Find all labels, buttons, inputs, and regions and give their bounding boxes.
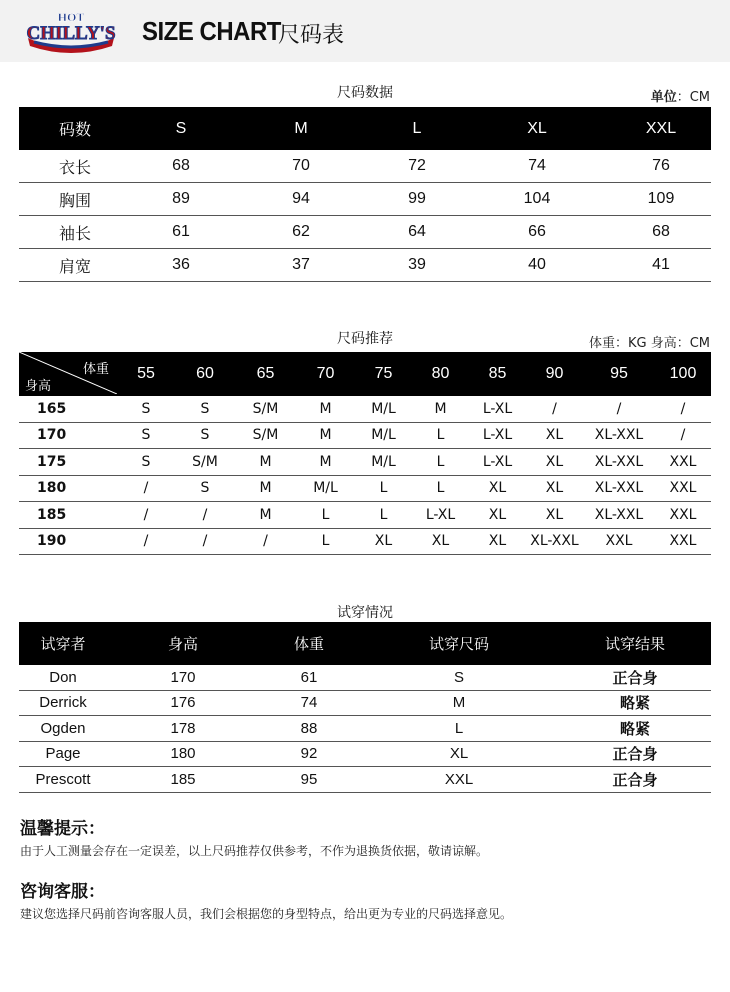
size-recommend-table xyxy=(19,352,711,555)
table-cell: 61 xyxy=(259,665,359,690)
table-cell: XL-XXL xyxy=(583,422,655,449)
table-cell: 衣长 xyxy=(19,150,131,183)
table-cell: 袖长 xyxy=(19,216,131,249)
table-cell: 40 xyxy=(463,249,611,282)
fitting-header-row xyxy=(19,622,711,665)
table-cell: / xyxy=(526,396,583,422)
table-cell: S xyxy=(359,665,559,690)
table-cell: Page xyxy=(19,741,107,767)
table-cell: XXL xyxy=(583,528,655,555)
table-cell: S xyxy=(175,396,235,422)
table-cell: S/M xyxy=(235,396,296,422)
table-cell: 185 xyxy=(107,767,259,793)
table-cell: XL xyxy=(469,502,526,529)
table-cell: 68 xyxy=(131,150,231,183)
table-cell: L-XL xyxy=(412,502,469,529)
table-cell: S xyxy=(117,422,175,449)
page-header xyxy=(0,0,730,62)
table-cell: M xyxy=(235,449,296,476)
weight-header: 70 xyxy=(296,352,355,396)
table-cell: XXL xyxy=(655,449,711,476)
corner-height-label: 身高 xyxy=(25,378,52,393)
col-header: 试穿结果 xyxy=(559,622,711,665)
table-cell: XL xyxy=(526,475,583,502)
table-cell: / xyxy=(235,528,296,555)
fitting-title: 试穿情况 xyxy=(337,605,393,621)
corner-header xyxy=(19,352,117,396)
table-cell: S/M xyxy=(175,449,235,476)
table-cell: S xyxy=(117,396,175,422)
table-cell: M xyxy=(235,502,296,529)
table-cell: 正合身 xyxy=(559,767,711,793)
col-header: 体重 xyxy=(259,622,359,665)
table-cell: 正合身 xyxy=(559,665,711,690)
table-cell: 64 xyxy=(371,216,463,249)
table-row xyxy=(19,449,711,476)
col-header: 试穿者 xyxy=(19,622,107,665)
svg-text:CHILLY'S: CHILLY'S xyxy=(26,23,116,44)
table-cell: / xyxy=(655,396,711,422)
table-cell: XL-XXL xyxy=(583,449,655,476)
table-cell: Prescott xyxy=(19,767,107,793)
table-cell: 68 xyxy=(611,216,711,249)
weight-header: 85 xyxy=(469,352,526,396)
table-cell: 165 xyxy=(19,396,117,422)
table-cell: XL xyxy=(412,528,469,555)
size-data-unit: 单位：CM xyxy=(650,90,710,105)
recommend-unit-note: 体重：KG 身高：CM xyxy=(588,336,710,351)
table-cell: XXL xyxy=(655,475,711,502)
table-cell: 180 xyxy=(19,475,117,502)
table-row xyxy=(19,767,711,793)
table-cell: 41 xyxy=(611,249,711,282)
table-cell: 88 xyxy=(259,716,359,742)
table-cell: M xyxy=(296,449,355,476)
brand-logo xyxy=(24,8,118,54)
table-cell: M/L xyxy=(355,449,412,476)
table-cell: 109 xyxy=(611,183,711,216)
table-cell: L-XL xyxy=(469,449,526,476)
weight-header: 55 xyxy=(117,352,175,396)
table-cell: XXL xyxy=(359,767,559,793)
col-header: M xyxy=(231,107,371,150)
table-row xyxy=(19,716,711,742)
table-cell: 胸围 xyxy=(19,183,131,216)
svg-text:HOT: HOT xyxy=(57,10,85,24)
table-cell: 72 xyxy=(371,150,463,183)
size-data-table xyxy=(19,107,711,282)
table-cell: S xyxy=(175,422,235,449)
table-cell: / xyxy=(175,502,235,529)
table-cell: S xyxy=(175,475,235,502)
table-cell: Derrick xyxy=(19,690,107,716)
table-cell: XL xyxy=(355,528,412,555)
table-row xyxy=(19,741,711,767)
table-cell: L xyxy=(412,475,469,502)
table-cell: 61 xyxy=(131,216,231,249)
service-title: 咨询客服： xyxy=(20,882,105,902)
table-cell: M/L xyxy=(296,475,355,502)
table-cell: Don xyxy=(19,665,107,690)
recommend-title: 尺码推荐 xyxy=(337,331,393,347)
table-cell: L xyxy=(355,475,412,502)
table-row xyxy=(19,528,711,555)
table-cell: Ogden xyxy=(19,716,107,742)
table-cell: M xyxy=(296,422,355,449)
table-row xyxy=(19,183,711,216)
table-cell: 略紧 xyxy=(559,690,711,716)
table-row xyxy=(19,216,711,249)
table-row xyxy=(19,475,711,502)
table-cell: / xyxy=(117,475,175,502)
recommend-header-row xyxy=(19,352,711,396)
table-row xyxy=(19,665,711,690)
weight-header: 80 xyxy=(412,352,469,396)
table-cell: 180 xyxy=(107,741,259,767)
table-cell: 190 xyxy=(19,528,117,555)
table-cell: 185 xyxy=(19,502,117,529)
table-cell: 95 xyxy=(259,767,359,793)
table-cell: 178 xyxy=(107,716,259,742)
table-cell: 70 xyxy=(231,150,371,183)
table-cell: 36 xyxy=(131,249,231,282)
weight-header: 95 xyxy=(583,352,655,396)
table-cell: XL xyxy=(526,449,583,476)
table-cell: S xyxy=(117,449,175,476)
table-cell: 66 xyxy=(463,216,611,249)
table-cell: 略紧 xyxy=(559,716,711,742)
fitting-table xyxy=(19,622,711,793)
table-row xyxy=(19,502,711,529)
corner-weight-label: 体重 xyxy=(82,361,109,376)
table-cell: / xyxy=(655,422,711,449)
table-cell: L xyxy=(355,502,412,529)
table-cell: L xyxy=(412,422,469,449)
table-cell: XXL xyxy=(655,502,711,529)
table-cell: 94 xyxy=(231,183,371,216)
table-cell: / xyxy=(175,528,235,555)
weight-header: 90 xyxy=(526,352,583,396)
table-cell: M xyxy=(296,396,355,422)
table-cell: XL xyxy=(359,741,559,767)
table-cell: M xyxy=(412,396,469,422)
table-cell: / xyxy=(583,396,655,422)
table-cell: L-XL xyxy=(469,396,526,422)
table-cell: 89 xyxy=(131,183,231,216)
table-cell: XL xyxy=(526,502,583,529)
col-header: 身高 xyxy=(107,622,259,665)
table-cell: 正合身 xyxy=(559,741,711,767)
table-cell: XL-XXL xyxy=(583,475,655,502)
table-cell: L xyxy=(296,528,355,555)
col-header: S xyxy=(131,107,231,150)
warm-tip-title: 温馨提示： xyxy=(20,819,105,839)
table-cell: 肩宽 xyxy=(19,249,131,282)
col-header: XL xyxy=(463,107,611,150)
table-cell: L xyxy=(359,716,559,742)
weight-header: 75 xyxy=(355,352,412,396)
weight-header: 65 xyxy=(235,352,296,396)
service-text: 建议您选择尺码前咨询客服人员，我们会根据您的身型特点，给出更为专业的尺码选择意见。 xyxy=(20,907,513,921)
table-cell: L xyxy=(296,502,355,529)
col-header: XXL xyxy=(611,107,711,150)
table-row xyxy=(19,422,711,449)
table-cell: XL xyxy=(469,528,526,555)
table-cell: 74 xyxy=(259,690,359,716)
table-cell: XL-XXL xyxy=(583,502,655,529)
table-cell: 175 xyxy=(19,449,117,476)
table-cell: S/M xyxy=(235,422,296,449)
weight-header: 100 xyxy=(655,352,711,396)
size-data-header-row xyxy=(19,107,711,150)
table-cell: 39 xyxy=(371,249,463,282)
table-cell: M xyxy=(235,475,296,502)
col-header: 码数 xyxy=(19,107,131,150)
table-cell: 104 xyxy=(463,183,611,216)
table-cell: XL-XXL xyxy=(526,528,583,555)
table-cell: M/L xyxy=(355,422,412,449)
table-cell: XL xyxy=(526,422,583,449)
table-row xyxy=(19,396,711,422)
warm-tip-text: 由于人工测量会存在一定误差，以上尺码推荐仅供参考，不作为退换货依据，敬请谅解。 xyxy=(20,844,489,858)
table-cell: 62 xyxy=(231,216,371,249)
table-cell: / xyxy=(117,502,175,529)
table-cell: L-XL xyxy=(469,422,526,449)
table-cell: 99 xyxy=(371,183,463,216)
table-cell: 74 xyxy=(463,150,611,183)
table-cell: M/L xyxy=(355,396,412,422)
table-cell: 92 xyxy=(259,741,359,767)
table-cell: 170 xyxy=(107,665,259,690)
page-title-en: SIZE CHART xyxy=(142,16,281,46)
table-cell: 37 xyxy=(231,249,371,282)
table-cell: L xyxy=(412,449,469,476)
table-row xyxy=(19,249,711,282)
table-row xyxy=(19,690,711,716)
weight-header: 60 xyxy=(175,352,235,396)
col-header: 试穿尺码 xyxy=(359,622,559,665)
table-cell: M xyxy=(359,690,559,716)
table-cell: 76 xyxy=(611,150,711,183)
table-cell: XXL xyxy=(655,528,711,555)
col-header: L xyxy=(371,107,463,150)
table-cell: 170 xyxy=(19,422,117,449)
page-title-cn: 尺码表 xyxy=(278,23,345,48)
table-cell: / xyxy=(117,528,175,555)
table-cell: 176 xyxy=(107,690,259,716)
table-row xyxy=(19,150,711,183)
size-data-title: 尺码数据 xyxy=(337,85,393,101)
table-cell: XL xyxy=(469,475,526,502)
